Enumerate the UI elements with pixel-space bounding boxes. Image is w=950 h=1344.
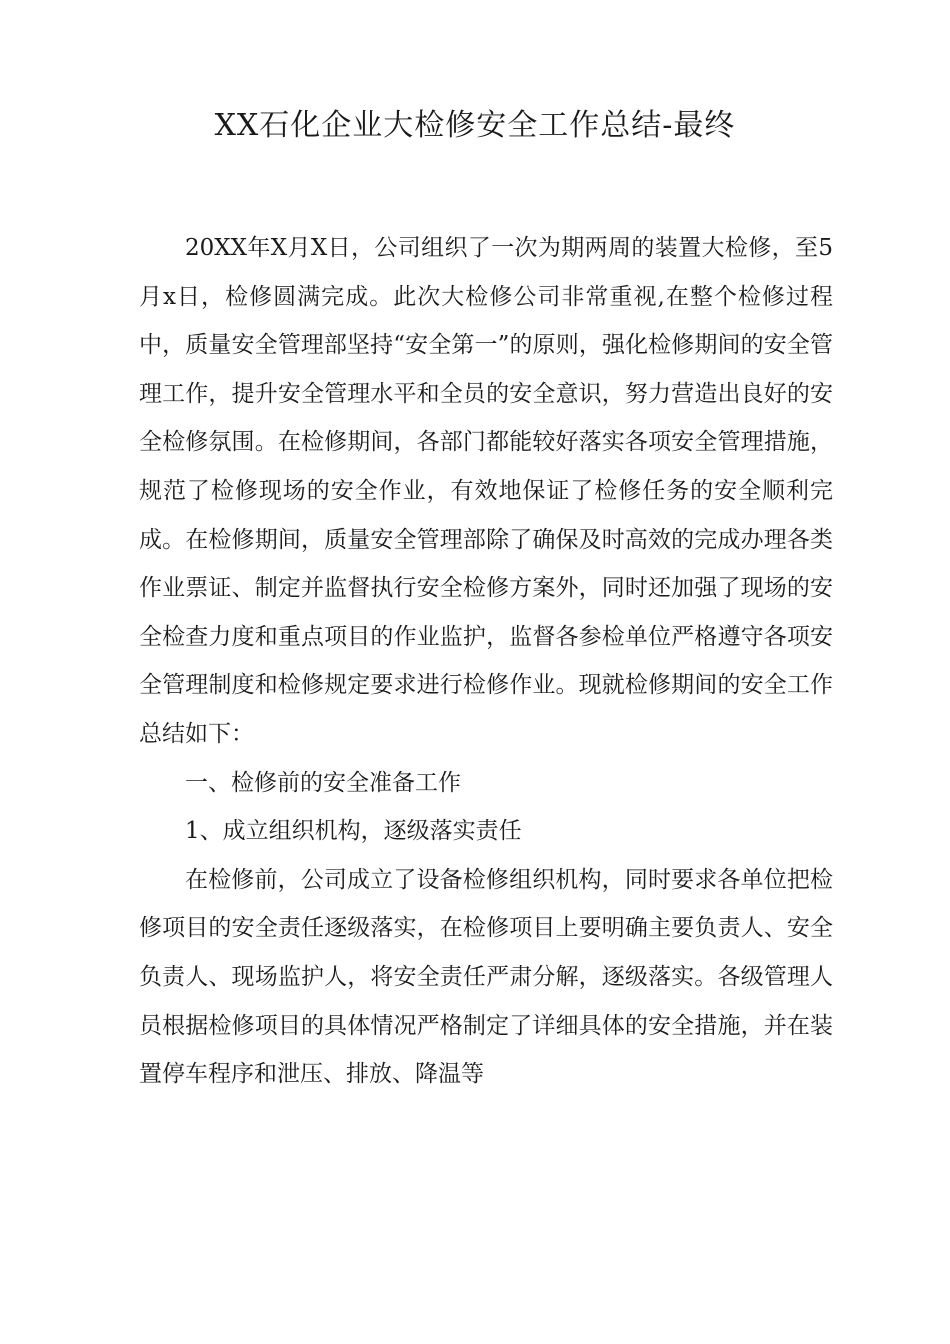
paragraph-intro: 20XX年X月X日，公司组织了一次为期两周的装置大检修，至5月x日，检修圆满完成。此次大检修公司非常重视,在整个检修过程中，质量安全管理部坚持“安全第一”的原则，强化检修期间的安全管理工作，提升安全管理水平和全员的安全意识，努力营造出良好的安全检修氛围。在检修期间，各部门都能较好落实各项安全管理措施，规范了检修现场的安全作业，有效地保证了检修任务的安全顺利完成。在检修期间，质量安全管理部除了确保及时高效的完成办理各类作业票证、制定并监督执行安全检修方案外，同时还加强了现场的安全检查力度和重点项目的作业监护，监督各参检单位严格遵守各项安全管理制度和检修规定要求进行检修作业。现就检修期间的安全工作总结如下： bbox=[139, 235, 833, 747]
document-title: XX石化企业大检修安全工作总结-最终 bbox=[214, 108, 736, 143]
paragraph-body: 在检修前，公司成立了设备检修组织机构，同时要求各单位把检修项目的安全责任逐级落实，在检修项目上要明确主要负责人、安全负责人、现场监护人，将安全责任严肃分解，逐级落实。各级管理人员根据检修项目的具体情况严格制定了详细具体的安全措施，并在装置停车程序和泄压、排放、降温等 bbox=[139, 866, 833, 1088]
section-heading: 一、检修前的安全准备工作 bbox=[185, 769, 461, 796]
subsection-heading: 1、成立组织机构，逐级落实责任 bbox=[185, 818, 522, 845]
document-body bbox=[139, 224, 833, 1099]
